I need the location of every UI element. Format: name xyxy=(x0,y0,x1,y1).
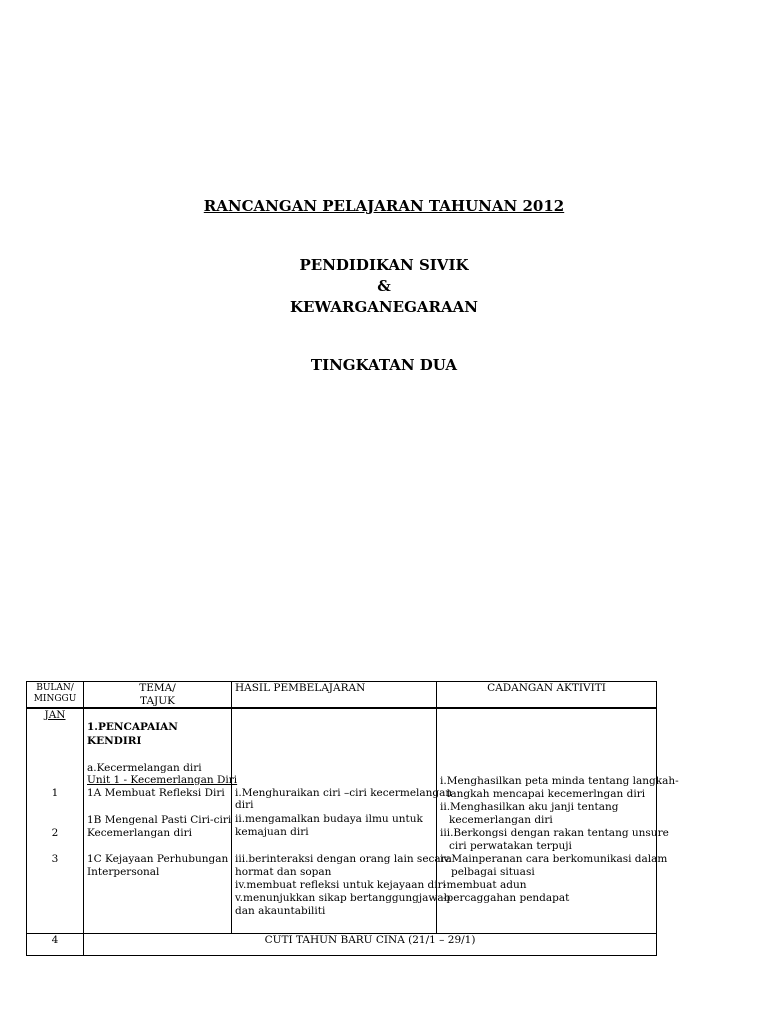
topic-line: a.Kecermelangan diri xyxy=(87,762,202,774)
subject-line-2: & xyxy=(377,277,391,295)
lesson-plan-table xyxy=(26,681,679,956)
activity-line: langkah mencapai kecemerlngan diri xyxy=(447,788,646,800)
topic-line: Interpersonal xyxy=(87,866,160,878)
header-bulan: BULAN/ xyxy=(36,683,74,693)
week-number: 3 xyxy=(51,853,59,865)
activity-line: i.Menghasilkan peta minda tentang langkah- xyxy=(440,775,679,787)
week-number: 1 xyxy=(51,787,59,799)
activity-line: -percaggahan pendapat xyxy=(443,892,570,904)
activity-line: ciri perwatakan terpuji xyxy=(449,840,572,852)
activity-line: ii.Menghasilkan aku janji tentang xyxy=(440,801,619,813)
header-cadangan-aktiviti: CADANGAN AKTIVITI xyxy=(437,682,657,709)
bulan-minggu-cell xyxy=(27,708,84,934)
header-tajuk: TAJUK xyxy=(140,694,175,707)
outcome-line: hormat dan sopan xyxy=(235,866,332,878)
table-row xyxy=(27,934,657,956)
cadangan-aktiviti-cell xyxy=(437,708,679,934)
document-title: RANCANGAN PELAJARAN TAHUNAN 2012 xyxy=(203,197,565,215)
topic-line: 1A Membuat Refleksi Diri xyxy=(87,787,225,799)
activity-line: -membuat adun xyxy=(443,879,527,891)
outcome-line: dan akauntabiliti xyxy=(235,905,326,917)
header-minggu: MINGGU xyxy=(33,694,77,704)
week-number: 2 xyxy=(51,827,59,839)
week-number: 4 xyxy=(27,934,84,956)
header-hasil-pembelajaran: HASIL PEMBELAJARAN xyxy=(232,682,437,709)
hasil-pembelajaran-cell xyxy=(232,708,453,934)
topic-line: Kecemerlangan diri xyxy=(87,827,192,839)
topic-line: 1C Kejayaan Perhubungan xyxy=(87,853,229,865)
outcome-line: ii.mengamalkan budaya ilmu untuk xyxy=(235,813,423,825)
theme-heading: KENDIRI xyxy=(87,735,142,747)
header-bulan-minggu xyxy=(27,682,84,709)
activity-line: iii.Berkongsi dengan rakan tentang unsure xyxy=(440,827,669,839)
outcome-line: iii.berinteraksi dengan orang lain secara xyxy=(235,853,452,865)
header-tema-tajuk xyxy=(84,682,232,709)
outcome-line: v.menunjukkan sikap bertanggungjawab xyxy=(235,892,451,904)
subject-line-3: KEWARGANEGARAAN xyxy=(290,298,478,316)
month-label: JAN xyxy=(44,709,66,721)
table-header-row xyxy=(27,682,657,709)
subject-line-1: PENDIDIKAN SIVIK xyxy=(299,256,469,274)
table-row xyxy=(27,708,657,934)
tema-tajuk-cell xyxy=(84,708,238,934)
activity-line: iv.Mainperanan cara berkomunikasi dalam xyxy=(440,853,668,865)
theme-heading: 1.PENCAPAIAN xyxy=(87,721,178,733)
header-tema: TEMA/ xyxy=(139,682,176,694)
outcome-line: kemajuan diri xyxy=(235,826,309,838)
outcome-line: iv.membuat refleksi untuk kejayaan diri xyxy=(235,879,447,891)
outcome-line: i.Menghuraikan ciri –ciri kecermelangan xyxy=(235,787,453,799)
holiday-note: CUTI TAHUN BARU CINA (21/1 – 29/1) xyxy=(84,934,657,956)
unit-title: Unit 1 - Kecemerlangan Diri xyxy=(87,774,238,786)
activity-line: pelbagai situasi xyxy=(451,866,535,878)
form-level: TINGKATAN DUA xyxy=(310,356,458,374)
outcome-line: diri xyxy=(235,799,254,811)
topic-line: 1B Mengenal Pasti Ciri-ciri xyxy=(87,814,232,826)
activity-line: kecemerlangan diri xyxy=(449,814,553,826)
